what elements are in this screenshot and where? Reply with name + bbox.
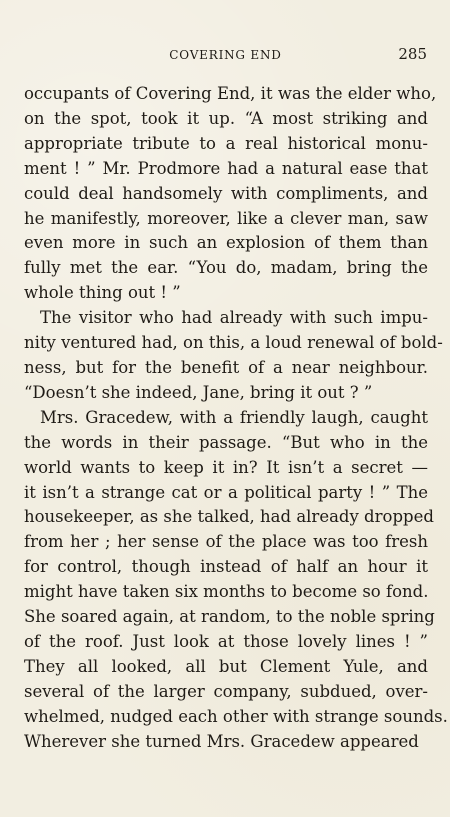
text-line: ment ! ” Mr. Prodmore had a natural ease that [24,158,428,178]
text-line: from her ; her sense of the place was too fresh [24,532,428,552]
text-line: several of the larger company, subdued, over- [24,681,428,701]
text-line: whelmed, nudged each other with strange sounds. [24,706,448,726]
page-number: 285 [398,45,427,63]
text-line: might have taken six months to become so fond. [24,582,429,602]
text-line: could deal handsomely with compliments, and [24,183,428,203]
text-line: They all looked, all but Clement Yule, and [24,656,428,676]
text-line: appropriate tribute to a real historical monu- [24,133,428,153]
text-line: Mrs. Gracedew, with a friendly laugh, caught [40,407,428,427]
text-line: She soared again, at random, to the noble spring [24,607,435,627]
text-line: for control, though instead of half an hour it [24,557,428,577]
text-line: whole thing out ! ” [24,283,181,303]
text-line: even more in such an explosion of them than [24,233,428,253]
text-line: he manifestly, moreover, like a clever man, saw [24,208,428,228]
text-line: world wants to keep it in? It isn’t a secret — [24,457,428,477]
text-line: nity ventured had, on this, a loud renewal of bold- [24,333,443,353]
text-line: “Doesn’t she indeed, Jane, bring it out ? ” [24,382,373,402]
text-line: on the spot, took it up. “A most striking and [24,108,428,128]
text-line: of the roof. Just look at those lovely lines ! ” [24,631,428,651]
body-text [24,82,448,754]
text-line: it isn’t a strange cat or a political party ! ” The [24,482,428,502]
text-line: ness, but for the benefit of a near neighbour. [24,357,428,377]
text-line: fully met the ear. “You do, madam, bring the [24,258,428,278]
text-line: Wherever she turned Mrs. Gracedew appeared [24,731,419,751]
running-head [24,45,427,65]
text-line: occupants of Covering End, it was the elder who, [24,84,437,103]
text-line: the words in their passage. “But who in the [24,432,428,452]
text-line: The visitor who had already with such impu- [40,308,428,328]
running-title: COVERING END [169,48,282,62]
text-line: housekeeper, as she talked, had already dropped [24,507,434,527]
